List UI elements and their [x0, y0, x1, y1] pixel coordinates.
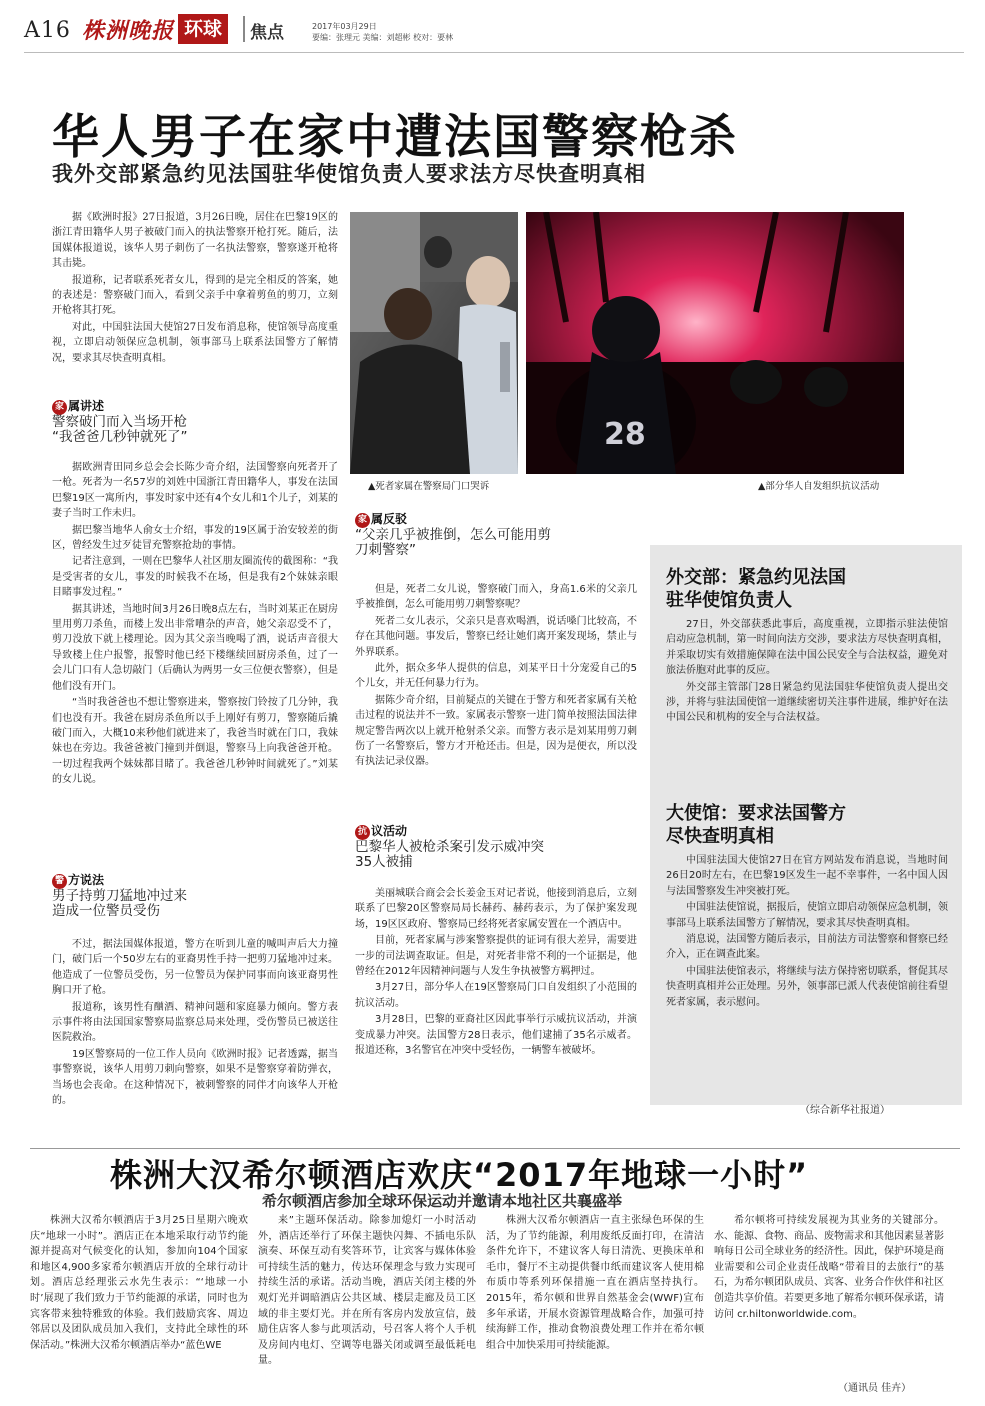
family-refute-body	[355, 582, 637, 771]
body-paragraph: 美丽城联合商会会长姜金玉对记者说，他接到消息后，立刻联系了巴黎20区警察局局长赫药、赫药表示，为了保护案发现场，19区区政府、警察局已经将死者家属安置在一个酒店中。	[355, 888, 637, 930]
section-tag-text: 属反驳	[371, 512, 408, 526]
hilton-column-2	[258, 1213, 476, 1369]
section-tag-dot: 家	[52, 400, 67, 415]
body-paragraph: 不过，据法国媒体报道，警方在听到儿童的喊叫声后大力撞门，破门后一个50岁左右的亚裔男性手持一把剪刀猛地冲过来。他造成了一位警员受伤，另一位警员为保护同事而向该亚裔男性胸口开了枪。	[52, 939, 338, 997]
body-paragraph: 据巴黎当地华人俞女士介绍，事发的19区属于治安较差的街区，曾经发生过歹徒冒充警察抢劫的事情。	[52, 524, 338, 552]
section-tag	[355, 510, 551, 528]
police-statement-body	[52, 937, 338, 1109]
police-statement-heading	[52, 871, 187, 919]
section-title-line-2: 35人被捕	[355, 854, 413, 870]
hilton-paragraph: 株洲大汉希尔顿酒店一直主张绿色环保的生活，为了节约能源，利用废纸反面打印，在清洁条件允许下，不建议客人每日清洗、更换床单和毛巾，餐厅不主动提供餐巾纸而建议客人使用棉布质巾等系列环保措施一直在酒店坚持执行。2015年，希尔顿和世界自然基金会(WWF)宣布多年承诺，开展水资源管理战略合作，加强可持续海鲜工作，推动食物浪费处理工作并在希尔顿组合中加快采用可持续能源。	[486, 1215, 704, 1351]
article-divider	[30, 1148, 960, 1149]
page-number: A16	[24, 18, 71, 43]
hilton-paragraph: 希尔顿将可持续发展视为其业务的关键部分。水、能源、食物、商品、废物需求和其他因素显著影响每日公司全球业务的经济性。因此，保护环境是商业需要和公司企业责任战略“带着目的去旅行”的基石，为希尔顿团队成员、宾客、业务合作伙伴和社区创造共享价值。若要更多地了解希尔顿环保承诺，请访问 cr.hiltonworldwide.com。	[714, 1215, 944, 1320]
mfa-title	[666, 566, 846, 612]
hilton-column-4	[714, 1213, 944, 1322]
protest-body	[355, 886, 637, 1059]
sidebar-paragraph: 消息说，法国警方随后表示，目前法方司法警察和督察已经介入，正在调查此案。	[666, 934, 948, 961]
section-badge: 环球	[178, 14, 228, 44]
mfa-body	[666, 617, 948, 727]
family-account-body	[52, 460, 338, 789]
section-tag-dot: 警	[52, 874, 67, 889]
protest-photo-image	[526, 212, 904, 474]
protest-heading	[355, 822, 544, 870]
sidebar-paragraph: 外交部主管部门28日紧急约见法国驻华使馆负责人提出交涉，并将与驻法国使馆一道继续密切关注事件进展，维护好在法中国公民和机构的安全与合法权益。	[666, 681, 948, 724]
section-title-line-1: “父亲几乎被推倒，怎么可能用剪	[355, 527, 551, 543]
section-tag-dot: 家	[355, 513, 370, 528]
article-subheadline: 我外交部紧急约见法国驻华使馆负责人要求法方尽快查明真相	[52, 162, 646, 186]
protest-photo-caption: ▲部分华人自发组织抗议活动	[758, 481, 880, 492]
mfa-title-line-1: 外交部：紧急约见法国	[666, 567, 846, 588]
embassy-title-line-1: 大使馆：要求法国警方	[666, 803, 846, 824]
body-paragraph: 死者二女儿表示，父亲只是喜欢喝酒，说话嗓门比较高，不存在其他问题。事发后，警察已经让她们离开案发现场，禁止与外界联系。	[355, 615, 637, 658]
hilton-paragraph: 株洲大汉希尔顿酒店于3月25日星期六晚欢庆“地球一小时”。酒店正在本地采取行动节约能源并提高对气候变化的认知，参加向104个国家和地区4,900多家希尔顿酒店开放的全球行动计划。酒店总经理张云水先生表示：“‘地球一小时’展现了我们致力于节约能源的承诺，同时也为宾客带来独特雅致的体验。我们鼓励宾客、周边邻居以及团队成员加入我们，支持此全球性的环保活动。”株洲大汉希尔顿酒店举办“蓝色WE	[30, 1215, 248, 1351]
embassy-title-line-2: 尽快查明真相	[666, 826, 774, 847]
body-paragraph: 3月28日，巴黎的亚裔社区因此事举行示威抗议活动，并演变成暴力冲突。法国警方28日表示，他们逮捕了35名示威者。报道还称，3名警官在冲突中受轻伤，一辆警车被破坏。	[355, 1014, 637, 1057]
family-photo	[350, 212, 518, 474]
hilton-headline: 株洲大汉希尔顿酒店欢庆“2017年地球一小时”	[110, 1156, 809, 1194]
subsection-label: 焦点	[250, 23, 284, 43]
sidebar-paragraph: 中国驻法使馆说，据报后，使馆立即启动领保应急机制，领事部马上联系法国警方了解情况，要求其尽快查明真相。	[666, 902, 948, 929]
lead-paragraph: 对此，中国驻法国大使馆27日发布消息称，使馆领导高度重视，立即启动领保应急机制，领事部马上联系法国警方了解情况，要求其尽快查明真相。	[52, 321, 338, 364]
family-account-heading	[52, 397, 188, 445]
hilton-column-3	[486, 1213, 704, 1353]
embassy-title	[666, 802, 846, 848]
hilton-credit: （通讯员 佳卉）	[838, 1383, 912, 1394]
section-tag-text: 方说法	[68, 873, 105, 887]
issue-date: 2017年03月29日	[312, 22, 377, 31]
body-paragraph: 3月27日，部分华人在19区警察局门口自发组织了小范围的抗议活动。	[355, 982, 637, 1009]
mfa-title-line-2: 驻华使馆负责人	[666, 590, 792, 611]
lead-paragraph: 据《欧洲时报》27日报道，3月26日晚，居住在巴黎19区的浙江青田籍华人男子被破门而入的执法警察开枪打死。随后，法国媒体报道说，该华人男子刺伤了一名执法警察，警察遂开枪将其击毙。	[52, 212, 338, 270]
body-paragraph: 据陈少奇介绍，目前疑点的关键在于警方和死者家属有关枪击过程的说法并不一致。家属表示警察一进门简单按照法国法律规定警告两次以上就开枪射杀父亲。而警方表示是刘某用剪刀刺伤了一名警察后，警方才开枪还击。但是，因为是便衣，所以没有执法记录仪器。	[355, 694, 637, 768]
section-tag-text: 属讲述	[68, 399, 105, 413]
body-paragraph: 记者注意到，一则在巴黎华人社区朋友圈流传的截图称：“我是受害者的女儿，事发的时候我不在场，但是我有2个妹妹亲眼目睹事发过程。”	[52, 556, 338, 599]
body-paragraph: 目前，死者家属与涉案警察提供的证词有很大差异，需要进一步的司法调查取证。但是，对死者非常不利的一个证据是，他曾经在2012年因精神问题与人发生争执被警方羁押过。	[355, 935, 637, 978]
section-tag-dot: 抗	[355, 825, 370, 840]
sidebar-paragraph: 27日，外交部获悉此事后，高度重视，立即指示驻法使馆启动应急机制，第一时间向法方交涉，要求法方尽快查明真相，并采取切实有效措施保障在法中国公民安全与合法权益，避免对旅法侨胞对此事的反应。	[666, 619, 948, 677]
staff-credits: 要编：张理元 美编：刘超彬 校对：要林	[312, 33, 454, 42]
section-tag-text: 议活动	[371, 824, 408, 838]
body-paragraph: 但是，死者二女儿说，警察破门而入，身高1.6米的父亲几乎被推倒，怎么可能用剪刀刺警察呢？	[355, 584, 637, 611]
section-tag	[355, 822, 544, 840]
body-paragraph: 报道称，该男性有酗酒、精神问题和家庭暴力倾向。警方表示事件将由法国国家警察局监察总局来处理，受伤警员已被送往医院救治。	[52, 1001, 338, 1044]
sidebar-paragraph: 中国驻法使馆表示，将继续与法方保持密切联系，督促其尽快查明真相并公正处理。另外，领事部已派人代表使馆前往看望死者家属，表示慰问。	[666, 965, 948, 1008]
protest-photo	[526, 212, 904, 474]
hilton-paragraph: 来”主题环保活动。除参加熄灯一小时活动外，酒店还举行了环保主题快闪舞、不插电乐队演奏、环保互动有奖答环节，让宾客与媒体体验可持续生活的魅力，传达环保理念与致力实现可持续生活的承诺。活动当晚，酒店关闭主楼的外观灯光并调暗酒店公共区域、楼层走廊及员工区域的非主要灯光。并在所有客房内发放宣信，鼓励住店客人参与此项活动，号召客人将个人手机及房间内电灯、空调等电器关闭或调至最低耗电量。	[258, 1215, 476, 1367]
section-tag	[52, 871, 187, 889]
section-title-line-2: “我爸爸几秒钟就死了”	[52, 429, 188, 445]
sidebar-credit: （综合新华社报道）	[800, 1105, 890, 1116]
section-title-line-1: 男子持剪刀猛地冲过来	[52, 888, 187, 904]
masthead	[0, 0, 985, 56]
lead-paragraph: 报道称，记者联系死者女儿，得到的是完全相反的答案，她的表述是：警察破门而入，看到父亲手中拿着剪鱼的剪刀，立刻开枪将其打死。	[52, 274, 338, 317]
section-title-line-1: 警察破门而入当场开枪	[52, 414, 187, 430]
article-headline: 华人男子在家中遭法国警察枪杀	[52, 110, 738, 165]
body-paragraph: 据欧洲青田同乡总会会长陈少奇介绍，法国警察向死者开了一枪。死者为一名57岁的刘姓中国浙江青田籍华人，事发在法国巴黎19区一寓所内，事发时家中还有4个女儿和1个儿子，刘某的妻子当时工作未归。	[52, 462, 338, 520]
body-paragraph: “当时我爸爸也不想让警察进来，警察按门铃按了几分钟，我们也没有开。我爸在厨房杀鱼所以手上刚好有剪刀，警察随后撬破门而入，大概10来秒他们就进来了，我爸当时就在门口，我妹妹也在旁边。我爸爸被门撞到并倒退，警察马上向我爸爸开枪。一切过程我两个妹妹都目睹了。我爸爸几秒钟时间就死了。”刘某的女儿说。	[52, 697, 338, 786]
section-tag	[52, 397, 188, 415]
family-refute-heading	[355, 510, 551, 558]
paper-name: 株洲晚报	[82, 18, 175, 44]
embassy-body	[666, 853, 948, 1011]
lead-block	[52, 210, 338, 367]
family-photo-image	[350, 212, 518, 474]
section-title-line-2: 造成一位警员受伤	[52, 903, 160, 919]
hilton-subheadline: 希尔顿酒店参加全球环保运动并邀请本地社区共襄盛举	[262, 1192, 623, 1210]
body-paragraph: 据其讲述，当地时间3月26日晚8点左右，当时刘某正在厨房里用剪刀杀鱼，而楼上发出非常嘈杂的声音，她父亲忍受不了，剪刀没放下就上楼理论。因为其父亲当晚喝了酒，说话声音很大导致楼上住户报警，报警时他已经下楼继续回厨房杀鱼，过了一会儿门口有人急切敲门（后确认为两男一女三位便衣警察），但是他们没有开门。	[52, 603, 338, 692]
family-photo-caption: ▲死者家属在警察局门口哭诉	[368, 481, 490, 492]
hilton-column-1	[30, 1213, 248, 1353]
section-title-line-1: 巴黎华人被枪杀案引发示威冲突	[355, 839, 544, 855]
police-badge-number: 28	[604, 417, 646, 452]
sidebar-paragraph: 中国驻法国大使馆27日在官方网站发布消息说，当地时间26日20时左右，在巴黎19区发生一起不幸事件，一名中国人因与法国警察发生冲突被打死。	[666, 855, 948, 897]
masthead-divider	[243, 16, 245, 42]
body-paragraph: 此外，据众多华人提供的信息，刘某平日十分宠爱自己的5个儿女，并无任何暴力行为。	[355, 663, 637, 690]
masthead-rule	[24, 52, 964, 53]
section-title-line-2: 刀刺警察”	[355, 542, 416, 558]
body-paragraph: 19区警察局的一位工作人员向《欧洲时报》记者透露，据当事警察说，该华人用剪刀刺向警察，如果不是警察穿着防弹衣，当场也会丧命。在这种情况下，被刺警察的同伴才向该华人开枪的。	[52, 1048, 338, 1107]
